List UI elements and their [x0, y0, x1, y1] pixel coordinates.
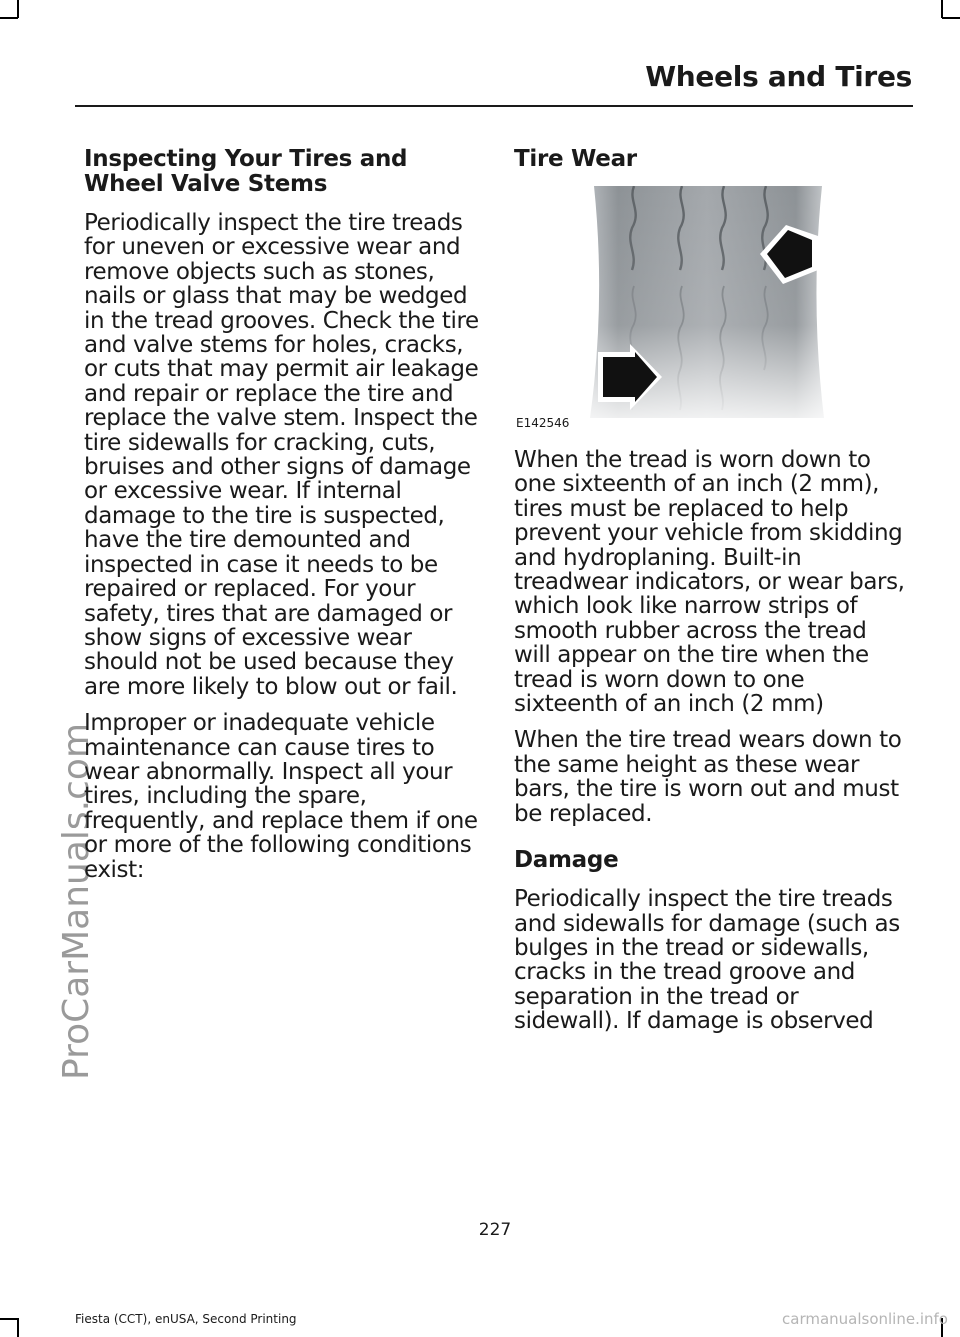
tire-wear-figure: [514, 186, 829, 434]
figure-id: E142546: [516, 416, 570, 430]
crop-mark: [942, 17, 960, 19]
section-heading: Tire Wear: [514, 146, 637, 172]
body-paragraph: Improper or inadequate vehicle maintenance can cause tires to wear abnormally. Inspect all your tires, including the spare, frequently, and replace them if one or more of the following conditions exist:: [84, 710, 478, 883]
body-paragraph: Periodically inspect the tire treads and sidewalls for damage (such as bulges in the tread or sidewalls, cracks in the tread groove and separation in the tread or sidewall). If damage is observed: [514, 886, 900, 1035]
crop-mark: [0, 1318, 18, 1320]
header-divider: [75, 105, 913, 107]
watermark: ProCarManuals.com: [56, 722, 97, 1080]
page-number: 227: [478, 1220, 512, 1240]
crop-mark: [0, 17, 18, 19]
body-paragraph: When the tread is worn down to one sixteenth of an inch (2 mm), tires must be replaced to help prevent your vehicle from skidding and hydroplaning. Built-in treadwear indicators, or wear bars, which look like narrow strips of smooth rubber across the tread will appear on the tire when the tread is worn down to one sixteenth of an inch (2 mm): [514, 447, 905, 718]
footer-text: Fiesta (CCT), enUSA, Second Printing: [75, 1312, 297, 1326]
crop-mark: [941, 0, 943, 18]
body-paragraph: Periodically inspect the tire treads for uneven or excessive wear and remove objects such as stones, nails or glass that may be wedged in the tread grooves. Check the tire and valve stems for holes, cracks, or cuts that may permit air leakage and repair or replace the tire and replace the valve stem. Inspect the tire sidewalls for cracking, cuts, bruises and other signs of damage or excessive wear. If internal damage to the tire is suspected, have the tire demounted and inspected in case it needs to be repaired or replaced. For your safety, tires that are damaged or show signs of excessive wear should not be used because they are more likely to blow out or fail.: [84, 210, 479, 700]
body-paragraph: When the tire tread wears down to the same height as these wear bars, the tire is worn out and must be replaced.: [514, 727, 902, 827]
tire-tread-image: [586, 186, 829, 418]
page-title: Wheels and Tires: [645, 60, 912, 93]
site-watermark: carmanualsonline.info: [782, 1310, 948, 1328]
crop-mark: [17, 0, 19, 18]
section-heading: Inspecting Your Tires and Wheel Valve Stems: [84, 146, 408, 197]
left-column: [84, 147, 479, 894]
section-heading: Damage: [514, 847, 619, 874]
right-column: [514, 147, 909, 1046]
crop-mark: [17, 1318, 19, 1337]
